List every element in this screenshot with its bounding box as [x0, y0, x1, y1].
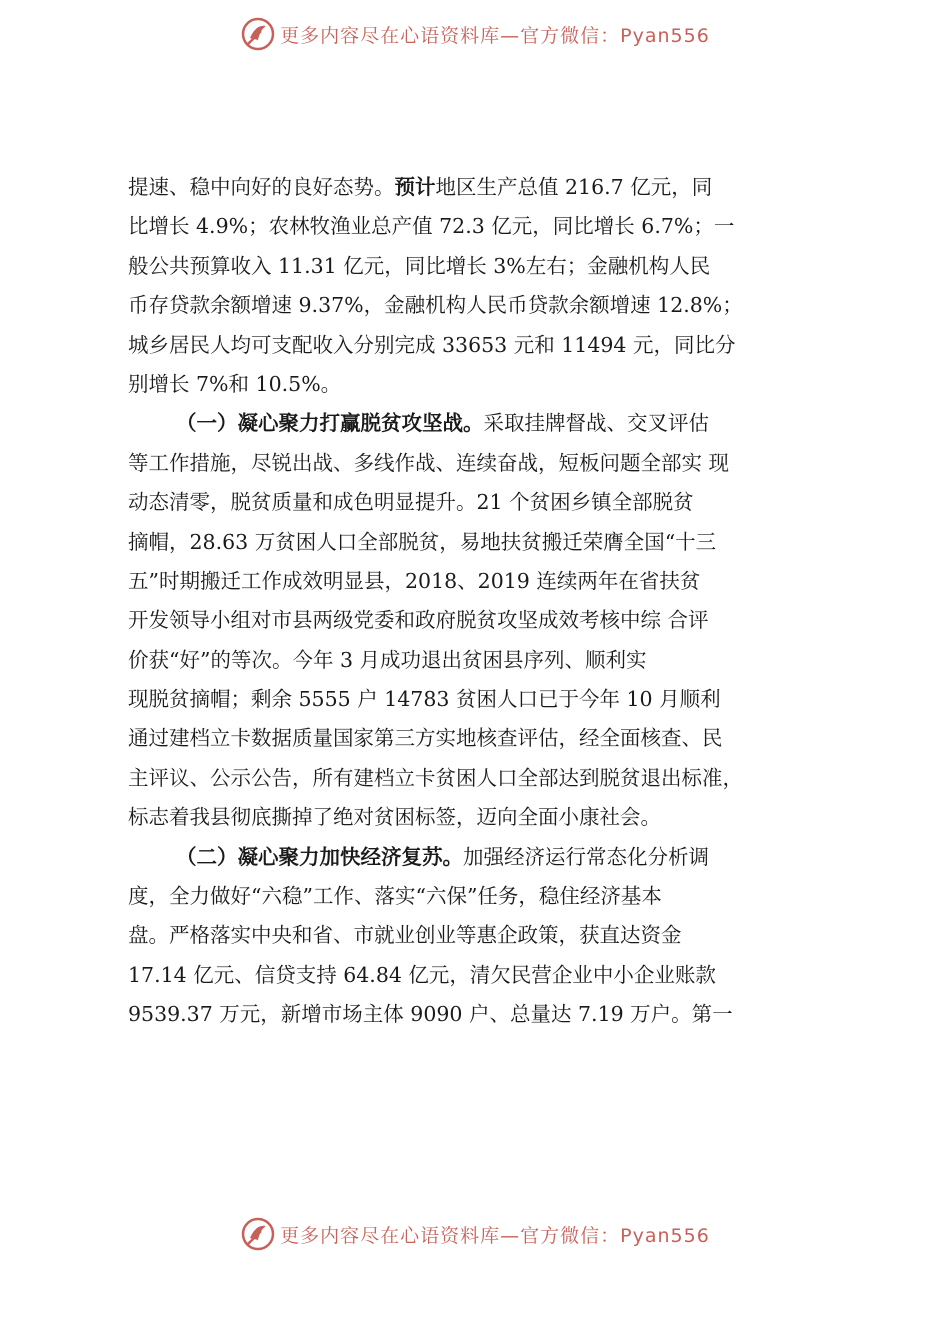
section1-line: 价获“好”的等次。今年 3 月成功退出贫困县序列、顺利实 — [128, 647, 647, 672]
section1-line: 摘帽，28.63 万贫困人口全部脱贫，易地扶贫搬迁荣膺全国“十三 — [128, 529, 717, 554]
watermark-text: 更多内容尽在心语资料库—官方微信：Pyan556 — [280, 1224, 710, 1247]
intro-line-2: 比增长 4.9%；农林牧渔业总产值 72.3 亿元，同比增长 6.7%；一 — [128, 214, 735, 239]
intro-line-5: 城乡居民人均可支配收入分别完成 33653 元和 11494 元，同比分 — [128, 332, 736, 357]
text-run: 加强经济运行常态化分析调 — [463, 844, 709, 869]
section1-line: 五”时期搬迁工作成效明显县，2018、2019 连续两年在省扶贫 — [128, 568, 701, 593]
text-run: 采取挂牌督战、交叉评估 — [483, 411, 709, 436]
section1-heading: （一）凝心聚力打赢脱贫攻坚战。 — [176, 411, 484, 436]
section2-line: 度，全力做好“六稳”工作、落实“六保”任务，稳住经济基本 — [128, 884, 662, 909]
section1-line: 开发领导小组对市县两级党委和政府脱贫攻坚成效考核中综 合评 — [128, 608, 709, 633]
intro-line-1 — [128, 168, 868, 207]
text-run: 地区生产总值 216.7 亿元，同 — [435, 175, 713, 199]
watermark-text: 更多内容尽在心语资料库—官方微信：Pyan556 — [280, 24, 710, 47]
footer-watermark — [0, 1214, 950, 1254]
section1-first-line — [128, 404, 868, 443]
brand-logo-icon — [240, 16, 276, 52]
section2-first-line — [128, 838, 868, 877]
intro-line-6: 别增长 7%和 10.5%。 — [128, 371, 342, 396]
text-run: 提速、稳中向好的良好态势。 — [128, 175, 395, 199]
section2-line: 17.14 亿元、信贷支持 64.84 亿元，清欠民营企业中小企业账款 — [128, 962, 716, 987]
section2-line: 9539.37 万元，新增市场主体 9090 户、总量达 7.19 万户。第一 — [128, 1002, 733, 1027]
brand-logo-icon — [240, 1216, 276, 1252]
section2-heading: （二）凝心聚力加快经济复苏。 — [176, 844, 463, 869]
document-body — [128, 168, 868, 1035]
section1-line: 动态清零，脱贫质量和成色明显提升。21 个贫困乡镇全部脱贫 — [128, 490, 694, 515]
header-watermark — [0, 14, 950, 54]
section2-line: 盘。严格落实中央和省、市就业创业等惠企政策，获直达资金 — [128, 923, 682, 948]
intro-line-4: 币存贷款余额增速 9.37%，金融机构人民币贷款余额增速 12.8%； — [128, 293, 743, 318]
section1-line: 现脱贫摘帽；剩余 5555 户 14783 贫困人口已于今年 10 月顺利 — [128, 687, 721, 712]
section1-line: 通过建档立卡数据质量国家第三方实地核查评估，经全面核查、民 — [128, 726, 723, 751]
section1-line: 主评议、公示公告，所有建档立卡贫困人口全部达到脱贫退出标准， — [128, 765, 743, 790]
bold-run: 预计 — [394, 175, 436, 199]
section1-line: 等工作措施，尽锐出战、多线作战、连续奋战，短板问题全部实 现 — [128, 450, 730, 475]
intro-line-3: 般公共预算收入 11.31 亿元，同比增长 3%左右；金融机构人民 — [128, 253, 711, 278]
section1-line: 标志着我县彻底撕掉了绝对贫困标签，迈向全面小康社会。 — [128, 805, 661, 830]
